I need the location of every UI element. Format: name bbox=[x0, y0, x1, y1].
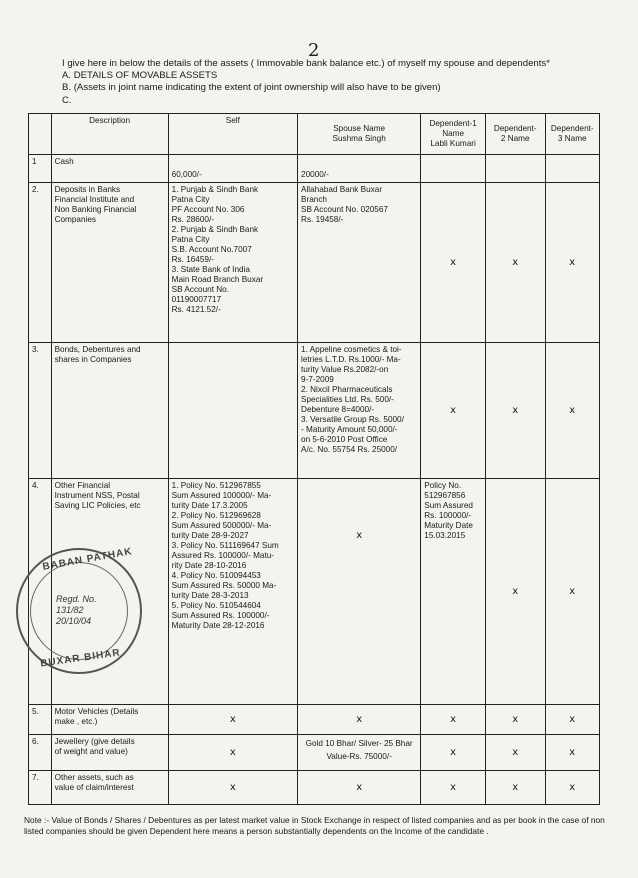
row-dependent-3 bbox=[545, 705, 599, 735]
cross-mark: x bbox=[569, 746, 576, 758]
row-dependent-2 bbox=[485, 183, 545, 343]
seal-middle-text: Regd. No. 131/82 20/10/04 bbox=[56, 594, 97, 626]
row-description: Cash bbox=[51, 155, 168, 183]
header-dependent-2: Dependent- 2 Name bbox=[485, 114, 545, 155]
table-row bbox=[29, 343, 600, 479]
cross-mark: x bbox=[450, 404, 457, 416]
cross-mark: x bbox=[512, 585, 519, 597]
intro-line-4: C. bbox=[62, 94, 72, 106]
row-spouse bbox=[298, 479, 421, 705]
table-row bbox=[29, 735, 600, 771]
cross-mark: x bbox=[512, 781, 519, 793]
cross-mark: x bbox=[569, 256, 576, 268]
row-dependent-3 bbox=[545, 183, 599, 343]
cross-mark: x bbox=[569, 713, 576, 725]
row-description: Other Financial Instrument NSS, Postal Saving LIC Policies, etc bbox=[51, 479, 168, 705]
row-self bbox=[168, 771, 297, 805]
row-number: 7. bbox=[29, 771, 52, 805]
intro-line-1: I give here in below the details of the assets ( Immovable bank balance etc.) of myself my spouse and dependents* bbox=[62, 58, 550, 69]
row-number: 1 bbox=[29, 155, 52, 183]
page-number: 2 bbox=[308, 40, 320, 61]
row-dependent-3 bbox=[545, 735, 599, 771]
row-spouse bbox=[298, 705, 421, 735]
row-description: Bonds, Debentures and shares in Companies bbox=[51, 343, 168, 479]
row-dependent-3 bbox=[545, 343, 599, 479]
cross-mark: x bbox=[512, 256, 519, 268]
row-description: Jewellery (give details of weight and value) bbox=[51, 735, 168, 771]
row-self bbox=[168, 735, 297, 771]
row-spouse: Gold 10 Bhar/ Silver- 25 Bhar Value-Rs. 75000/- bbox=[298, 735, 421, 771]
row-self bbox=[168, 705, 297, 735]
row-self: 1. Policy No. 512967855 Sum Assured 100000/- Ma- turity Date 17.3.2005 2. Policy No. 512969628 Sum Assured 500000/- Ma- turity Date 28-9-2027 3. Policy No. 511169647 Sum Assured Rs. 100000/- Matu- rity Date 28-10-2016 4. Policy No. 510094453 Sum Assured Rs. 50000 Ma- turity Date 28-3-2013 5. Policy No. 510544604 Sum Assured Rs. 100000/- Maturity Date 28-12-2016 bbox=[168, 479, 297, 705]
intro-line-2: A. DETAILS OF MOVABLE ASSETS bbox=[62, 70, 218, 82]
cross-mark: x bbox=[512, 746, 519, 758]
row-dependent-1 bbox=[421, 155, 486, 183]
table-row bbox=[29, 771, 600, 805]
seal-bottom-text: BUXAR BIHAR bbox=[39, 647, 122, 670]
row-spouse bbox=[298, 771, 421, 805]
cross-mark: x bbox=[356, 530, 363, 541]
intro-line-3: B. (Assets in joint name indicating the extent of joint ownership will also have to be given) bbox=[62, 82, 441, 94]
table-header-row bbox=[29, 114, 600, 155]
header-self: Self bbox=[168, 114, 297, 155]
seal-top-text: BABAN PATHAK bbox=[41, 546, 134, 573]
row-number: 3. bbox=[29, 343, 52, 479]
cross-mark: x bbox=[450, 713, 457, 725]
official-seal bbox=[16, 548, 142, 674]
row-dependent-1 bbox=[421, 735, 486, 771]
row-dependent-3 bbox=[545, 479, 599, 705]
row-number: 5. bbox=[29, 705, 52, 735]
row-number: 2. bbox=[29, 183, 52, 343]
row-dependent-2 bbox=[485, 705, 545, 735]
header-number bbox=[29, 114, 52, 155]
cross-mark: x bbox=[450, 781, 457, 793]
row-number: 6. bbox=[29, 735, 52, 771]
row-dependent-2 bbox=[485, 155, 545, 183]
cross-mark: x bbox=[569, 781, 576, 793]
cross-mark: x bbox=[450, 746, 457, 758]
intro-text bbox=[62, 58, 632, 107]
row-dependent-1 bbox=[421, 771, 486, 805]
header-dependent-3: Dependent- 3 Name bbox=[545, 114, 599, 155]
row-dependent-2 bbox=[485, 735, 545, 771]
cross-mark: x bbox=[229, 713, 236, 725]
row-dependent-3 bbox=[545, 771, 599, 805]
assets-table bbox=[28, 113, 600, 805]
table-row bbox=[29, 705, 600, 735]
cross-mark: x bbox=[569, 404, 576, 416]
row-dependent-2 bbox=[485, 343, 545, 479]
cross-mark: x bbox=[450, 256, 457, 268]
row-number: 4. bbox=[29, 479, 52, 705]
row-description: Deposits in Banks Financial Institute and Non Banking Financial Companies bbox=[51, 183, 168, 343]
table-row bbox=[29, 183, 600, 343]
row-dependent-3 bbox=[545, 155, 599, 183]
header-spouse: Spouse Name Sushma Singh bbox=[298, 114, 421, 155]
row-description: Motor Vehicles (Details make , etc.) bbox=[51, 705, 168, 735]
row-dependent-1: Policy No. 512967856 Sum Assured Rs. 100000/- Maturity Date 15.03.2015 bbox=[421, 479, 486, 705]
row-spouse: 1. Appeline cosmetics & toi- letries L.T.D. Rs.1000/- Ma- turity Value Rs.2082/-on 9-7-2009 2. Nixcil Pharmaceuticals Specialities Ltd. Rs. 500/- Debenture 8=4000/- 3. Versatile Group Rs. 5000/ - Maturity Amount 50,000/- on 5-6-2010 Post Office A/c. No. 55754 Rs. 25000/ bbox=[298, 343, 421, 479]
header-dependent-1: Dependent-1 Name Labli Kumari bbox=[421, 114, 486, 155]
row-description: Other assets, such as value of claim/interest bbox=[51, 771, 168, 805]
footnote: Note :- Value of Bonds / Shares / Debentures as per latest market value in Stock Exchange in respect of listed companies and as per book in the case of non listed companies should be given Dependent here means a person substantially dependents on the Income of the candidate . bbox=[24, 815, 605, 836]
cross-mark: x bbox=[356, 781, 363, 793]
cross-mark: x bbox=[512, 713, 519, 725]
row-spouse: Allahabad Bank Buxar Branch SB Account No. 020567 Rs. 19458/- bbox=[298, 183, 421, 343]
row-spouse: 20000/- bbox=[298, 155, 421, 183]
row-self: 1. Punjab & Sindh Bank Patna City PF Account No. 306 Rs. 28600/- 2. Punjab & Sindh Bank Patna City S.B. Account No.7007 Rs. 16459/- 3. State Bank of India Main Road Branch Buxar SB Account No. 01190007717 Rs. 4121.52/- bbox=[168, 183, 297, 343]
row-self: 60,000/- bbox=[168, 155, 297, 183]
cross-mark: x bbox=[569, 585, 576, 597]
cross-mark: x bbox=[512, 404, 519, 416]
row-self bbox=[168, 343, 297, 479]
header-description: Description bbox=[51, 114, 168, 155]
row-dependent-1 bbox=[421, 705, 486, 735]
cross-mark: x bbox=[229, 781, 236, 793]
row-dependent-2 bbox=[485, 771, 545, 805]
cross-mark: x bbox=[229, 746, 236, 758]
row-dependent-1 bbox=[421, 343, 486, 479]
cross-mark: x bbox=[356, 713, 363, 725]
row-dependent-1 bbox=[421, 183, 486, 343]
row-dependent-2 bbox=[485, 479, 545, 705]
table-row bbox=[29, 155, 600, 183]
